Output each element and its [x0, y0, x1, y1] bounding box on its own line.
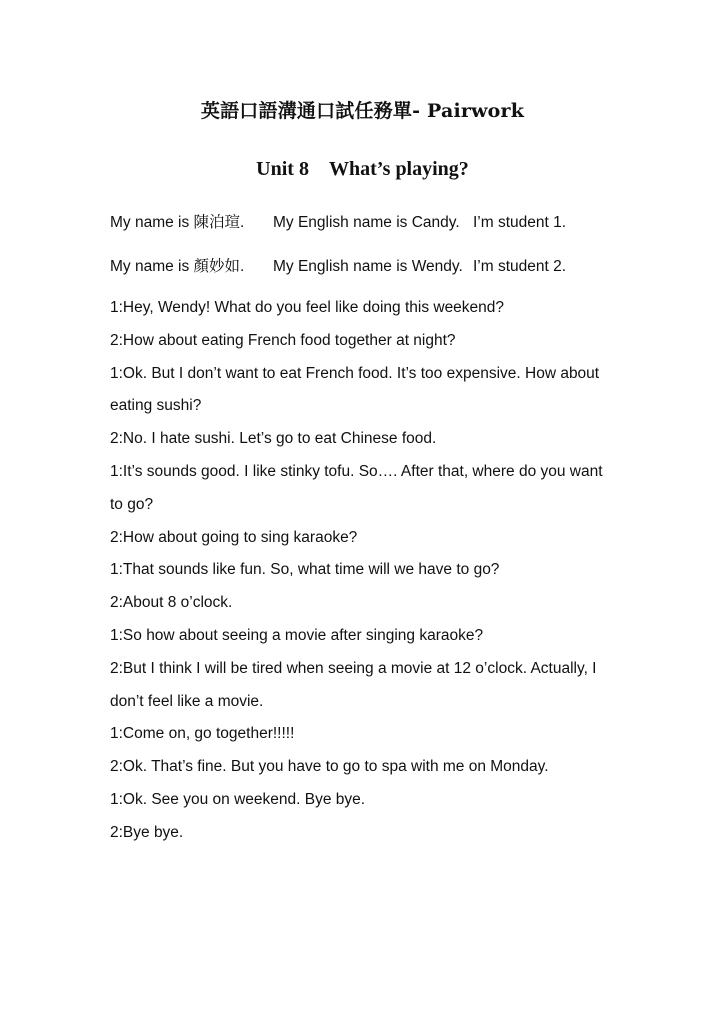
dialogue-line: 2:Ok. That’s fine. But you have to go to spa with me on Monday.	[110, 758, 549, 776]
dialogue-line: 2:But I think I will be tired when seeing a movie at 12 o’clock. Actually, I don’t feel like a movie.	[110, 659, 597, 710]
dialogue-line: 1:Come on, go together!!!!!	[110, 725, 295, 743]
student-2-role: I’m student 2.	[473, 258, 567, 275]
dialogue-line: 1:Ok. But I don’t want to eat French food. It’s too expensive. How about eating sushi?	[110, 364, 600, 415]
dialogue-line: 2:Bye bye.	[110, 823, 184, 841]
student-1-english-name: My English name is Candy.	[273, 214, 460, 231]
dialogue-line: 1:That sounds like fun. So, what time will we have to go?	[110, 561, 500, 579]
dialogue-line: 1:It’s sounds good. I like stinky tofu. So…. After that, where do you want to go?	[110, 462, 603, 513]
dialogue-line: 1:Hey, Wendy! What do you feel like doing this weekend?	[110, 299, 505, 316]
student-2-name: My name is 顏妙如.	[110, 258, 245, 275]
dialogue-line: 2:How about eating French food together at night?	[110, 331, 456, 349]
student-2-english-name: My English name is Wendy.	[273, 258, 463, 275]
dialogue-line: 2:How about going to sing karaoke?	[110, 528, 358, 546]
document-title: 英語口語溝通口試任務單- Pairwork	[200, 100, 525, 122]
unit-subtitle: Unit 8 What’s playing?	[256, 158, 469, 180]
student-1-introduction	[110, 210, 566, 232]
dialogue-list	[110, 292, 615, 850]
dialogue-line: 2:About 8 o’clock.	[110, 594, 233, 612]
dialogue-line: 1:Ok. See you on weekend. Bye bye.	[110, 790, 366, 808]
dialogue-line: 2:No. I hate sushi. Let’s go to eat Chinese food.	[110, 430, 437, 448]
student-2-introduction	[110, 254, 566, 276]
dialogue-line: 1:So how about seeing a movie after singing karaoke?	[110, 626, 484, 644]
student-1-name: My name is 陳泊瑄.	[110, 214, 245, 231]
student-1-role: I’m student 1.	[473, 214, 567, 231]
